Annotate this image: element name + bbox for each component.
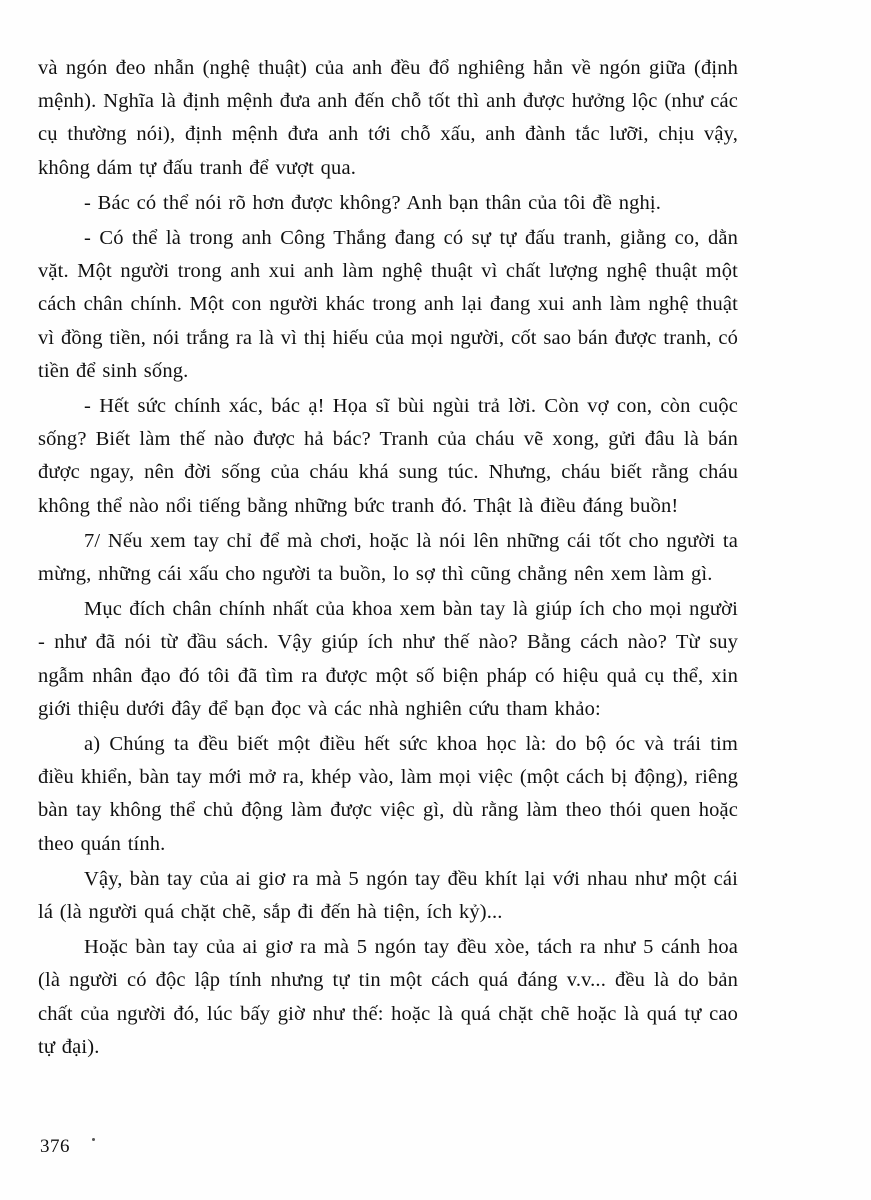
paragraph: Mục đích chân chính nhất của khoa xem bàn tay là giúp ích cho mọi người - như đã nói từ đầu sách. Vậy giúp ích như thế nào? Bằng cách nào? Từ suy ngẫm nhân đạo đó tôi đã tìm ra được một số biện pháp có hiệu quả cụ thể, xin giới thiệu dưới đây để bạn đọc và các nhà nghiên cứu tham khảo: <box>38 598 738 720</box>
page-number-dot <box>92 1138 95 1141</box>
paragraph: - Hết sức chính xác, bác ạ! Họa sĩ bùi ngùi trả lời. Còn vợ con, còn cuộc sống? Biết làm thế nào được hả bác? Tranh của cháu vẽ xong, gửi đâu là bán được ngay, nên đời sống của cháu khá sung túc. Nhưng, cháu biết rằng cháu không thể nào nổi tiếng bằng những bức tranh đó. Thật là điều đáng buồn! <box>38 395 738 517</box>
paragraph: - Bác có thể nói rõ hơn được không? Anh bạn thân của tôi đề nghị. <box>84 191 662 214</box>
paragraph: - Có thể là trong anh Công Thắng đang có sự tự đấu tranh, giằng co, dằn vặt. Một người trong anh xui anh làm nghệ thuật vì chất lượng nghệ thuật một cách chân chính. Một con người khác trong anh lại đang xui anh làm nghệ thuật vì đồng tiền, nói trắng ra là vì thị hiếu của mọi người, cốt sao bán được tranh, có tiền để sinh sống. <box>38 227 738 382</box>
page-body-text <box>38 52 738 1066</box>
paragraph: Hoặc bàn tay của ai giơ ra mà 5 ngón tay đều xòe, tách ra như 5 cánh hoa (là người có độc lập tính nhưng tự tin một cách quá đáng v.v... đều là do bản chất của người đó, lúc bấy giờ như thế: hoặc là quá chặt chẽ hoặc là quá tự cao tự đại). <box>38 936 738 1058</box>
paragraph: và ngón đeo nhẫn (nghệ thuật) của anh đều đổ nghiêng hẳn về ngón giữa (định mệnh). Nghĩa là định mệnh đưa anh đến chỗ tốt thì anh được hưởng lộc (như các cụ thường nói), định mệnh đưa anh tới chỗ xấu, anh đành tắc lưỡi, chịu vậy, không dám tự đấu tranh để vượt qua. <box>38 57 738 179</box>
page-number: 376 <box>40 1136 70 1157</box>
paragraph: 7/ Nếu xem tay chỉ để mà chơi, hoặc là nói lên những cái tốt cho người ta mừng, những cái xấu cho người ta buồn, lo sợ thì cũng chẳng nên xem làm gì. <box>38 529 738 586</box>
paragraph: Vậy, bàn tay của ai giơ ra mà 5 ngón tay đều khít lại với nhau như một cái lá (là người quá chặt chẽ, sắp đi đến hà tiện, ích kỷ)... <box>38 867 738 924</box>
paragraph: a) Chúng ta đều biết một điều hết sức khoa học là: do bộ óc và trái tim điều khiển, bàn tay mới mở ra, khép vào, làm mọi việc (một cách bị động), riêng bàn tay không thể chủ động làm được việc gì, dù rằng làm theo thói quen hoặc theo quán tính. <box>38 733 738 855</box>
